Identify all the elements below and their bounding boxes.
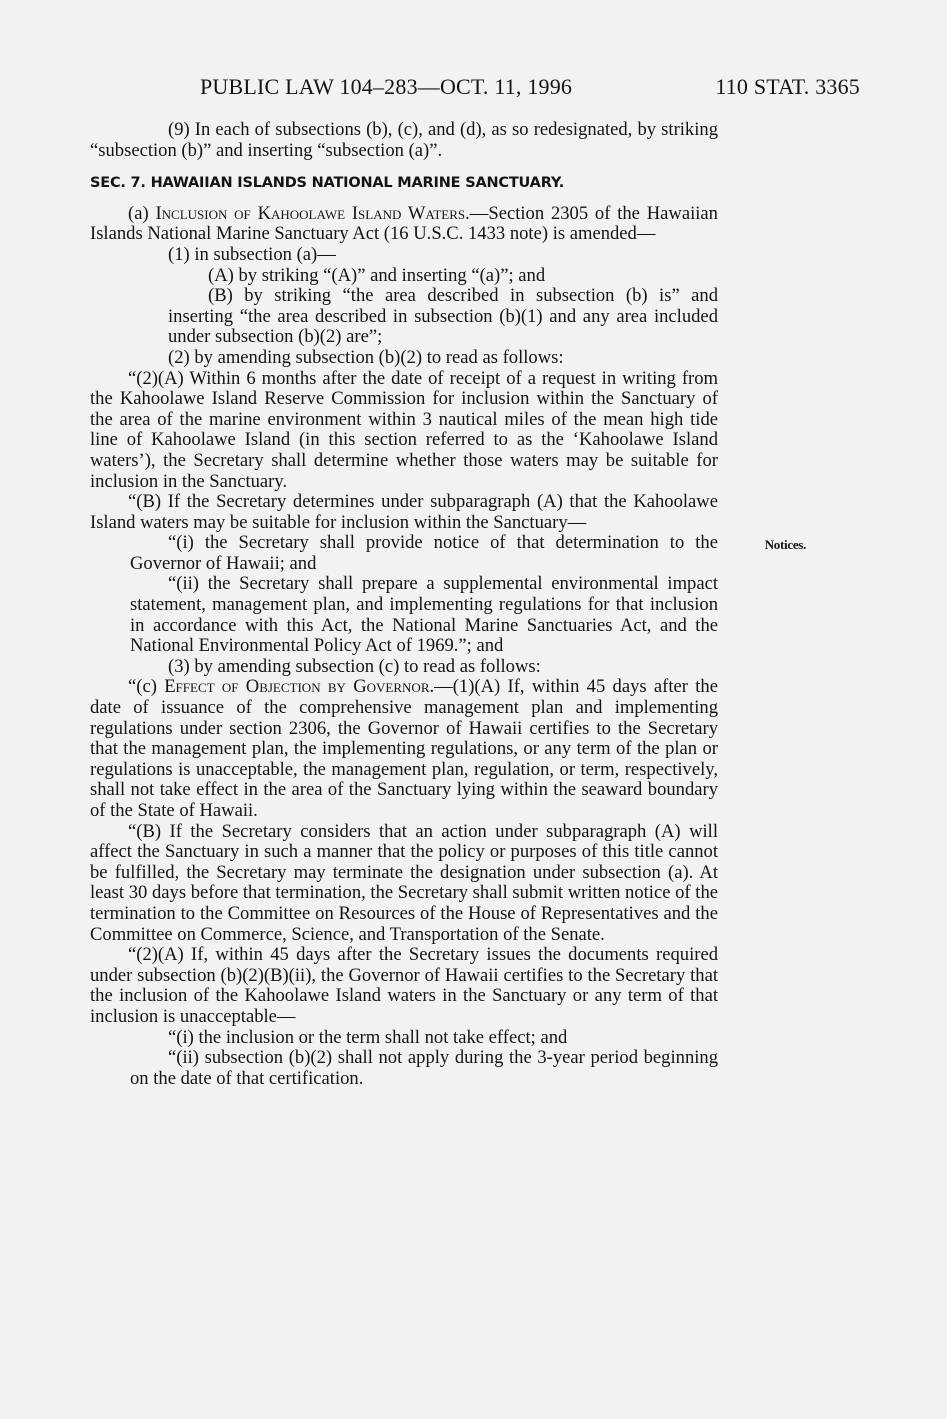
header-stat-citation: 110 STAT. 3365 [715,74,860,99]
quoted-c-text: —(1)(A) If, within 45 days after the date of issuance of the comprehensive management plan and implementing regulations under section 2306, the Governor of Hawaii certifies to the Secretary that the management plan, the implementing regulations, or any term of the plan or regulations is unacceptable, the management plan, regulation, or term, respectively, shall not take effect in the area of the Sanctuary lying within the seaward boundary of the State of Hawaii. [90,676,718,821]
running-header [200,74,860,104]
paragraph-1: (1) in subsection (a)— [168,243,336,265]
subsection-a-label: (a) [128,202,156,224]
quoted-c-label: “(c) [128,676,165,698]
quoted-c-B: “(B) If the Secretary considers that an action under subparagraph (A) will affect the Sanctuary in such a manner that the policy or purposes of this title cannot be fulfilled, the Secretary may terminate the designation under subsection (a). At least 30 days before that termination, the Secretary shall submit written notice of the termination to the Committee on Resources of the House of Representatives and the Committee on Commerce, Science, and Transportation of the Senate. [90,820,718,945]
quoted-c-i: “(i) the inclusion or the term shall not take effect; and [168,1026,568,1048]
header-law-citation: PUBLIC LAW 104–283—OCT. 11, 1996 [200,74,573,99]
subsection-a-caption: Inclusion of Kahoolawe Island Waters. [155,202,470,224]
subparagraph-A: (A) by striking “(A)” and inserting “(a)”; and [208,264,546,286]
paragraph-3: (3) by amending subsection (c) to read as follows: [168,655,541,677]
subsection-a [90,204,718,245]
paragraph-9: (9) In each of subsections (b), (c), and (d), as so redesignated, by striking “subsection (b)” and inserting “subsection (a)”. [90,119,718,161]
paragraph-2: (2) by amending subsection (b)(2) to read as follows: [168,346,564,368]
margin-note-notices: Notices. [764,537,806,553]
quoted-i: “(i) the Secretary shall provide notice of that determination to the Governor of Hawaii; and [130,532,718,574]
section-heading: SEC. 7. HAWAIIAN ISLANDS NATIONAL MARINE SANCTUARY. [90,175,565,192]
subsection-a-text: —Section 2305 of the Hawaiian Islands National Marine Sanctuary Act (16 U.S.C. 1433 note) is amended— [90,202,718,245]
document-body [90,119,806,1089]
subparagraph-B: (B) by striking “the area described in subsection (b) is” and inserting “the area described in subsection (b)(1) and any area included under subsection (b)(2) are”; [168,285,718,348]
quoted-i-wrap [90,532,806,574]
quoted-B: “(B) If the Secretary determines under subparagraph (A) that the Kahoolawe Island waters may be suitable for inclusion within the Sanctuary— [90,491,718,533]
quoted-2A: “(2)(A) Within 6 months after the date of receipt of a request in writing from the Kahoolawe Island Reserve Commission for inclusion within the Sanctuary of the area of the marine environment within 3 nautical miles of the mean high tide line of Kahoolawe Island (in this section referred to as the ‘Kahoolawe Island waters’), the Secretary shall determine whether those waters may be suitable for inclusion in the Sanctuary. [90,367,718,492]
quoted-c-2A: “(2)(A) If, within 45 days after the Secretary issues the documents required under subsection (b)(2)(B)(ii), the Governor of Hawaii certifies to the Secretary that the inclusion of the Kahoolawe Island waters in the Sanctuary or any term of that inclusion is unacceptable— [90,944,718,1027]
quoted-c-ii: “(ii) subsection (b)(2) shall not apply during the 3-year period beginning on the date of that certification. [130,1047,718,1089]
quoted-c [90,677,718,821]
quoted-ii: “(ii) the Secretary shall prepare a supplemental environmental impact statement, management plan, and implementing regulations for that inclusion in accordance with this Act, the National Marine Sanctuaries Act, and the National Environmental Policy Act of 1969.”; and [130,573,718,657]
quoted-c-caption: Effect of Objection by Governor. [164,676,435,698]
